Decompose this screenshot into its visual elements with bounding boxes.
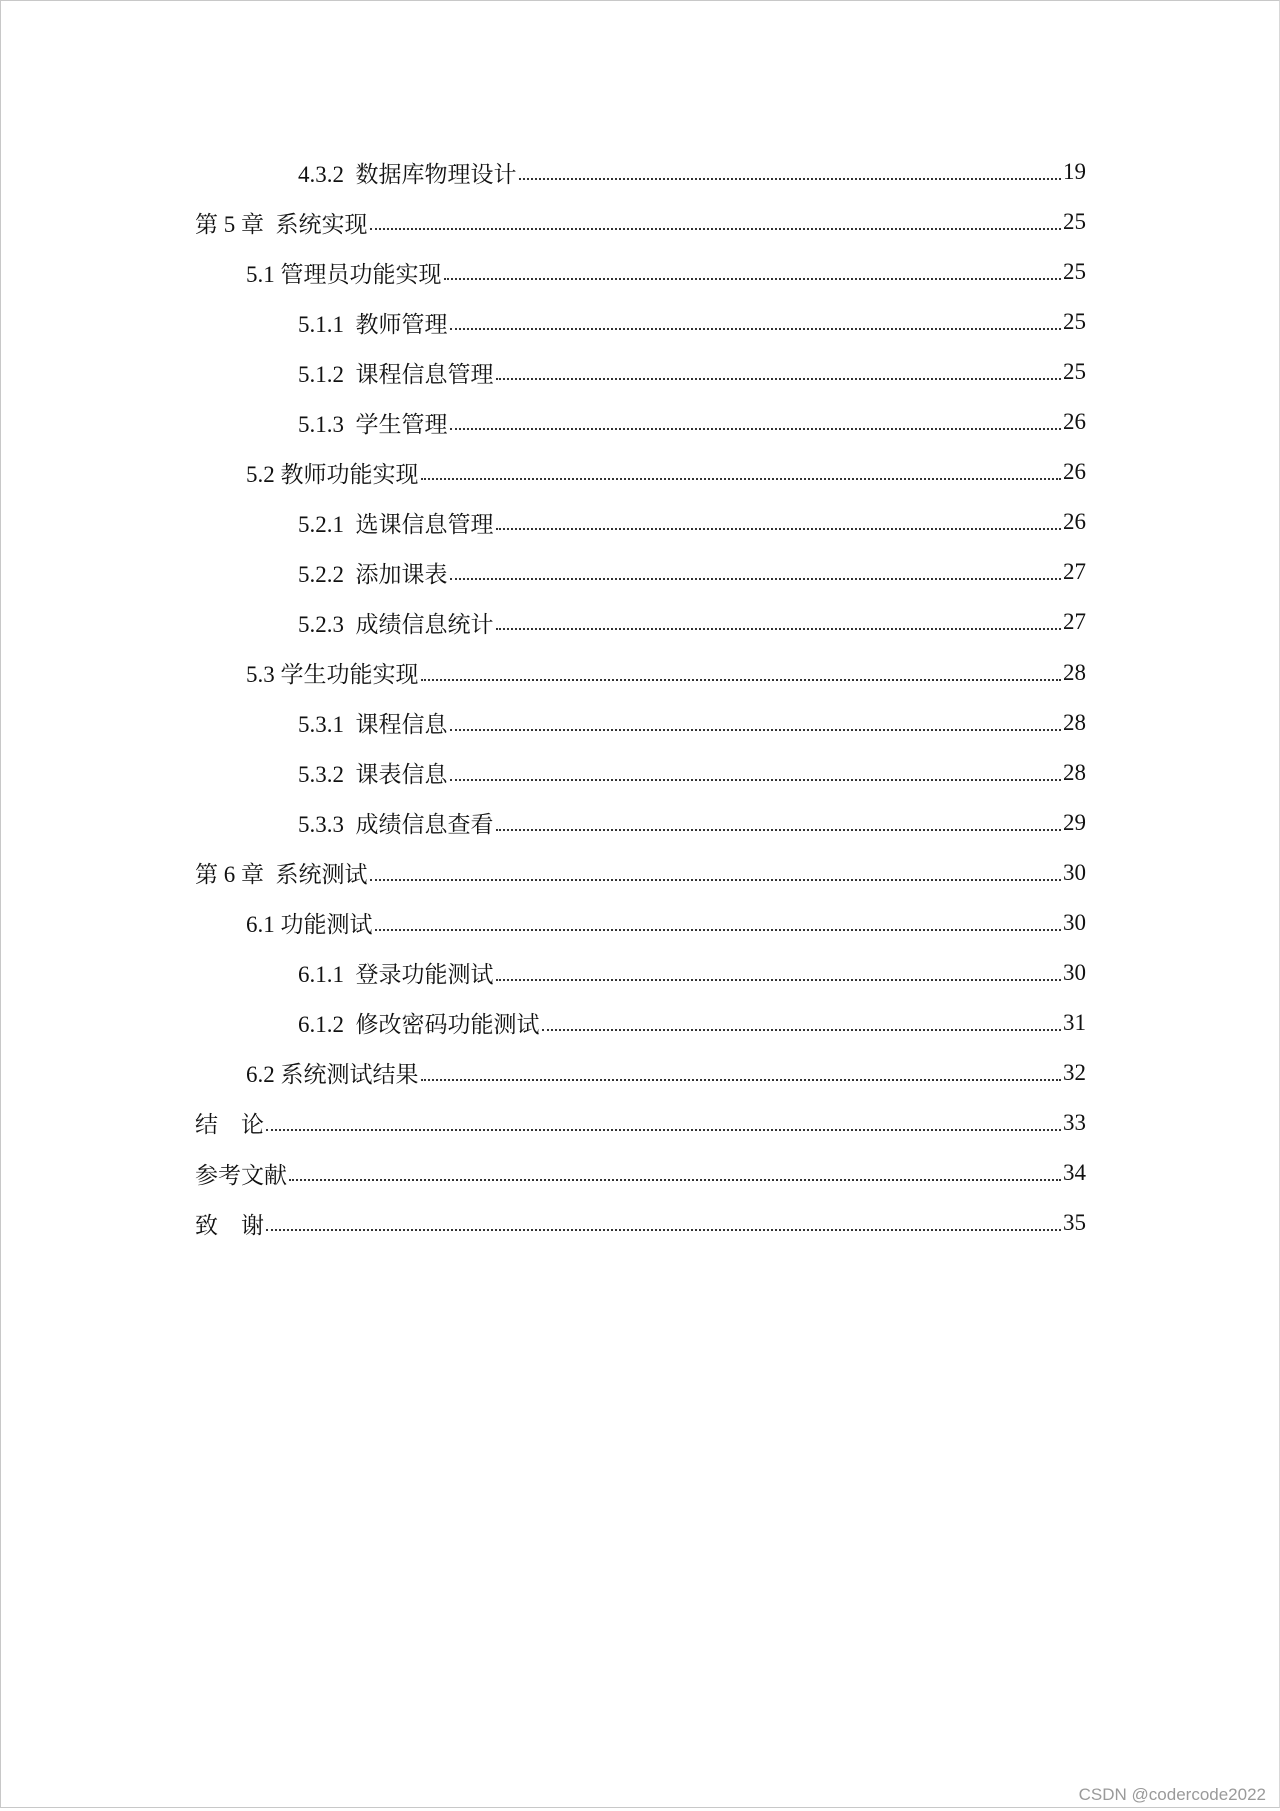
- toc-entry-title: 5.2.2 添加课表: [298, 561, 448, 587]
- toc-entry-page: 25: [1063, 359, 1086, 385]
- toc-entry-page: 27: [1063, 559, 1086, 585]
- toc-entry[interactable]: [195, 1198, 1086, 1248]
- dot-leader: [266, 1229, 1061, 1231]
- dot-leader: [289, 1179, 1061, 1181]
- toc-entry[interactable]: [195, 1098, 1086, 1148]
- toc-entry-title: 致 谢: [195, 1212, 264, 1238]
- toc-entry-page: 30: [1063, 859, 1086, 885]
- toc-entry-page: 25: [1063, 209, 1086, 235]
- toc-entry[interactable]: [298, 397, 1086, 447]
- toc-entry[interactable]: [246, 648, 1086, 698]
- toc-entry[interactable]: [298, 347, 1086, 397]
- toc-entry[interactable]: [298, 748, 1086, 798]
- toc-entry-title: 5.2.1 选课信息管理: [298, 511, 494, 537]
- toc-entry-page: 33: [1063, 1109, 1086, 1135]
- toc-entry-page: 32: [1063, 1059, 1086, 1085]
- toc-entry[interactable]: [298, 798, 1086, 848]
- toc-entry-title: 5.2.3 成绩信息统计: [298, 611, 494, 637]
- dot-leader: [450, 428, 1062, 430]
- toc-entry[interactable]: [298, 597, 1086, 647]
- dot-leader: [370, 879, 1062, 881]
- toc-entry-page: 35: [1063, 1210, 1086, 1236]
- dot-leader: [421, 679, 1062, 681]
- toc-entry-page: 25: [1063, 309, 1086, 335]
- toc-entry-title: 5.3.1 课程信息: [298, 712, 448, 738]
- dot-leader: [370, 228, 1062, 230]
- watermark: CSDN @codercode2022: [1078, 1785, 1266, 1804]
- toc-entry-title: 4.3.2 数据库物理设计: [298, 161, 517, 187]
- dot-leader: [266, 1129, 1061, 1131]
- toc-entry[interactable]: [246, 247, 1086, 297]
- toc-entry-title: 6.1.1 登录功能测试: [298, 962, 494, 988]
- toc-entry-page: 28: [1063, 659, 1086, 685]
- toc-entry-title: 第 6 章 系统测试: [195, 862, 368, 888]
- toc-entry-title: 5.3.3 成绩信息查看: [298, 812, 494, 838]
- toc-entry-page: 34: [1063, 1160, 1086, 1185]
- toc-entry[interactable]: [298, 297, 1086, 347]
- toc-entry-page: 30: [1063, 909, 1086, 935]
- toc-entry[interactable]: [298, 497, 1086, 547]
- toc-entry[interactable]: [298, 147, 1086, 197]
- dot-leader: [519, 178, 1062, 180]
- toc-entry[interactable]: [195, 1148, 1086, 1198]
- toc-entry-title: 5.3 学生功能实现: [246, 662, 419, 687]
- toc-entry-title: 6.1.2 修改密码功能测试: [298, 1012, 540, 1038]
- dot-leader: [496, 628, 1062, 630]
- toc-entry[interactable]: [195, 197, 1086, 247]
- dot-leader: [496, 979, 1062, 981]
- toc-entry[interactable]: [298, 948, 1086, 998]
- dot-leader: [421, 478, 1062, 480]
- toc-entry-title: 5.1.2 课程信息管理: [298, 361, 494, 387]
- dot-leader: [375, 929, 1062, 931]
- dot-leader: [450, 779, 1062, 781]
- toc-entry-title: 5.1.1 教师管理: [298, 311, 448, 337]
- toc-entry-title: 参考文献: [195, 1162, 287, 1188]
- dot-leader: [444, 278, 1062, 280]
- dot-leader: [450, 729, 1062, 731]
- toc-entry-title: 5.1.3 学生管理: [298, 411, 448, 437]
- dot-leader: [496, 829, 1062, 831]
- toc-entry-page: 29: [1063, 809, 1086, 835]
- toc-entry[interactable]: [195, 848, 1086, 898]
- dot-leader: [450, 578, 1062, 580]
- dot-leader: [542, 1029, 1062, 1031]
- toc-entry-page: 19: [1063, 159, 1086, 184]
- toc-entry-page: 26: [1063, 459, 1086, 485]
- toc-entry-title: 结 论: [195, 1112, 264, 1138]
- toc-entry-title: 6.1 功能测试: [246, 912, 373, 938]
- toc-entry-page: 25: [1063, 259, 1086, 285]
- dot-leader: [421, 1079, 1062, 1081]
- toc-entry-title: 第 5 章 系统实现: [195, 211, 368, 237]
- toc-entry-page: 26: [1063, 509, 1086, 535]
- toc-entry-title: 6.2 系统测试结果: [246, 1062, 419, 1088]
- toc-entry-title: 5.1 管理员功能实现: [246, 261, 442, 287]
- toc-entry-page: 30: [1063, 959, 1086, 985]
- toc-entry-page: 28: [1063, 759, 1086, 785]
- dot-leader: [496, 378, 1062, 380]
- dot-leader: [450, 328, 1062, 330]
- toc-entry-title: 5.3.2 课表信息: [298, 762, 448, 788]
- toc-entry[interactable]: [298, 547, 1086, 597]
- toc-entry-page: 26: [1063, 409, 1086, 435]
- toc-entry[interactable]: [298, 998, 1086, 1048]
- toc-entry[interactable]: [246, 447, 1086, 497]
- toc-entry[interactable]: [246, 1048, 1086, 1098]
- toc-entry-page: 27: [1063, 609, 1086, 635]
- toc-entry-page: 31: [1063, 1009, 1086, 1035]
- toc-entry-page: 28: [1063, 709, 1086, 735]
- toc-entry[interactable]: [246, 898, 1086, 948]
- dot-leader: [496, 528, 1062, 530]
- toc-entry[interactable]: [298, 698, 1086, 748]
- toc-entry-title: 5.2 教师功能实现: [246, 461, 419, 487]
